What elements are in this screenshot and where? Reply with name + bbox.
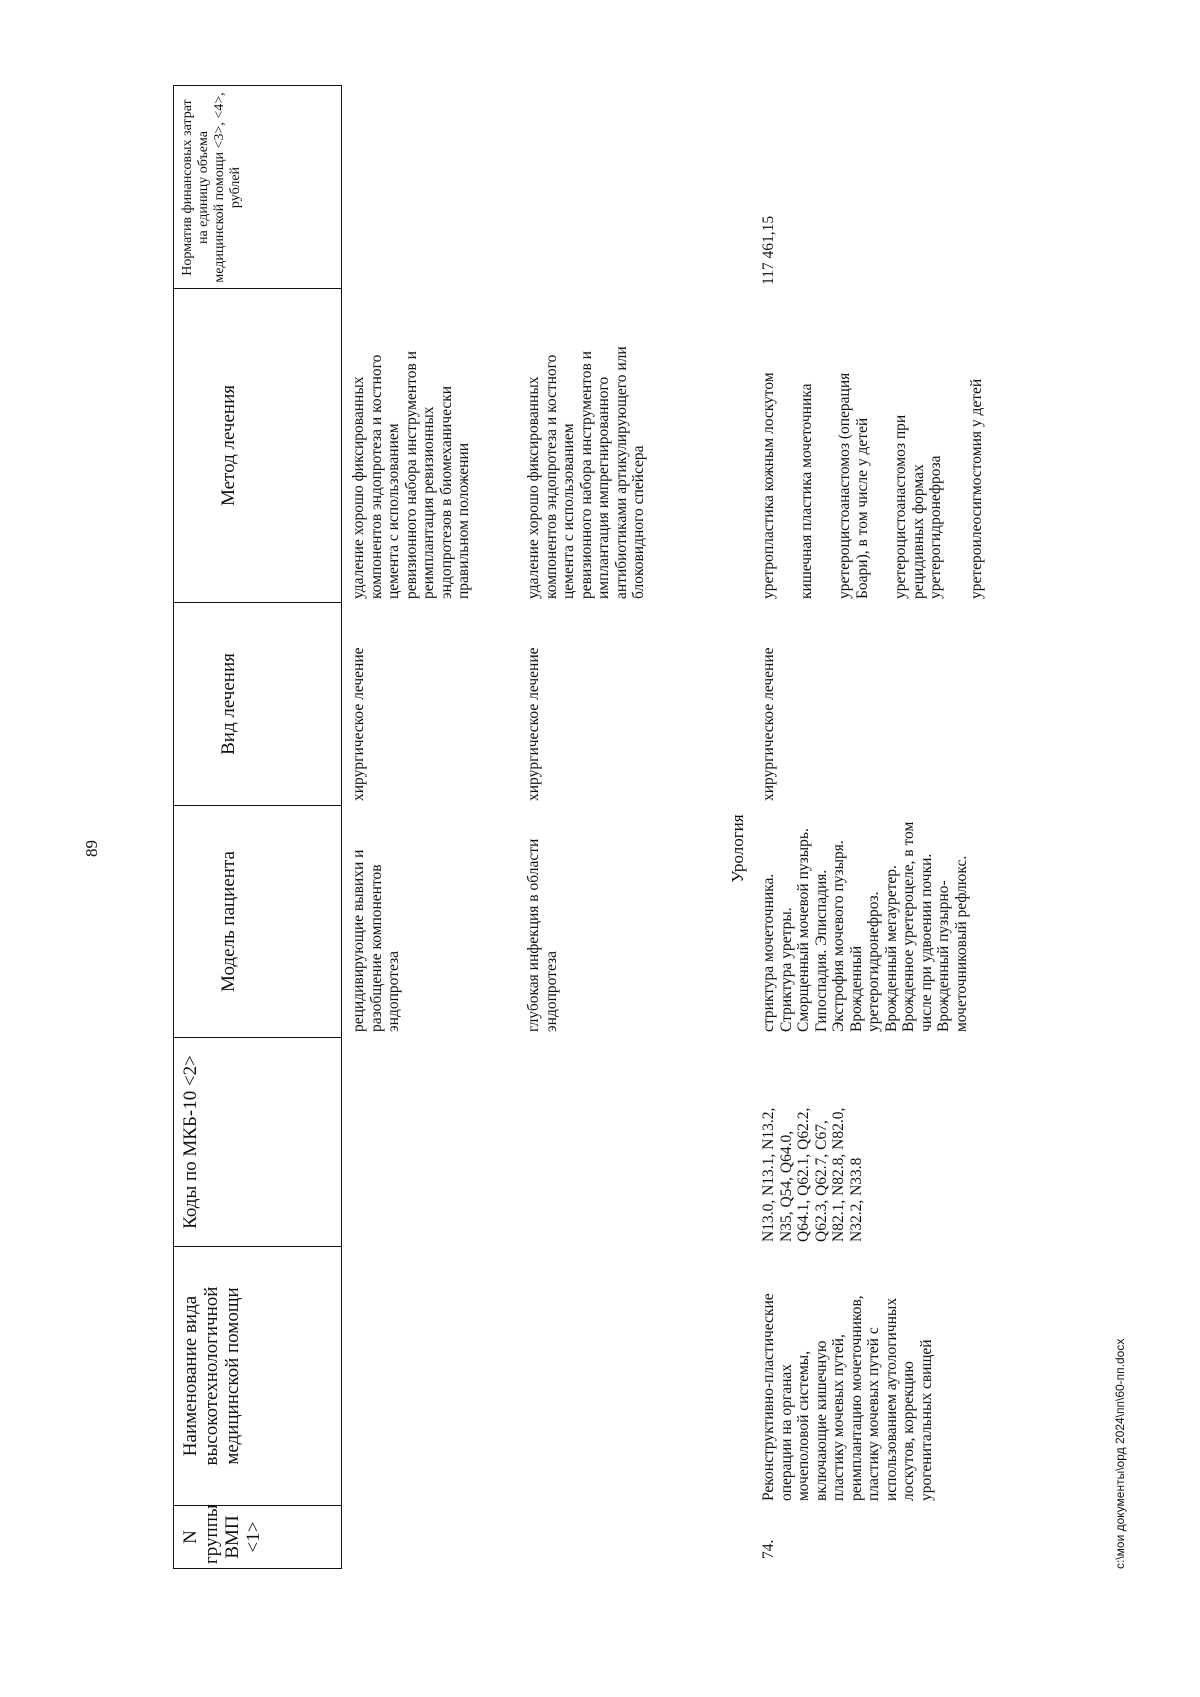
row-treatment-dislocation: хирургическое лечение: [350, 647, 367, 801]
row74-method-5: уретероилеосигмостомия у детей: [968, 378, 985, 599]
header-group-number: N группы ВМП <1>: [174, 1505, 341, 1568]
row74-method-2: кишечная пластика мочеточника: [798, 383, 815, 599]
header-vmp-name: Наименование вида высокотехнологичной медицинской помощи: [174, 1246, 341, 1505]
row74-codes: N13.0, N13.1, N13.2, N35, Q54, Q64.0, Q64.1, Q62.1, Q62.2, Q62.3, Q62.7, C67, N82.1, N82.8, N82.0, N32.2, N33.8: [760, 1107, 865, 1242]
row-method-infection: удаление хорошо фиксированных компонентов эндопротеза и костного цемента с использованием ревизионного набора инструментов и имплантация импрегнированного антибиотиками артикулирующего или блоковидного спейсера: [525, 346, 647, 599]
header-patient-model: Модель пациента: [174, 805, 341, 1037]
row74-norm: 117 461,15: [760, 215, 777, 285]
header-treatment-method: Метод лечения: [174, 288, 341, 602]
row74-name: Реконструктивно-пластические операции на органах мочеполовой системы, включающие кишечную пластику мочевых путей, реимплантацию мочеточников, пластику мочевых путей с использованием аутологичных лоскутов, коррекцию урогенитальных свищей: [760, 1293, 935, 1501]
page-number: 89: [82, 840, 101, 857]
row-model-infection: глубокая инфекция в области эндопротеза: [525, 838, 560, 1032]
row74-number: 74.: [760, 1539, 777, 1559]
table-header: [173, 85, 342, 1569]
row74-model: стриктура мочеточника. Стриктура уретры. Сморщенный мочевой пузырь. Гипоспадия. Эписпадия. Экстрофия мочевого пузыря. Врожденный уретерогидронефроз. Врожденный мегауретер. Врожденное уретероцеле, в том числе при удвоении почки. Врожденный пузырно- мочеточниковый рефлюкс.: [760, 821, 970, 1032]
header-treatment-type: Вид лечения: [174, 602, 341, 805]
row-method-dislocation: удаление хорошо фиксированных компонентов эндопротеза и костного цемента с использованием ревизионного набора инструментов и реимплантация ревизионных эндопротезов в биомеханически правильном положении: [350, 351, 472, 599]
header-icd-codes: Коды по МКБ-10 <2>: [174, 1037, 341, 1246]
row74-method-4: уретероцистоанастомоз при рецидивных формах уретерогидронефроза: [892, 414, 944, 599]
row-treatment-infection: хирургическое лечение: [525, 647, 542, 801]
footer-file-path: c:\мои документы\орд 2024\пп\60-пп.docx: [1113, 1338, 1127, 1569]
row-model-dislocation: рецидивирующие вывихи и разобщение компонентов эндопротеза: [350, 849, 402, 1032]
section-title: Урология: [728, 814, 747, 883]
row74-treatment: хирургическое лечение: [760, 647, 777, 801]
row74-method-3: уретероцистоанастомоз (операция Боари), в том числе у детей: [836, 372, 871, 599]
header-financial-norm: Норматив финансовых затрат на единицу объема медицинской помощи <3>, <4>, рублей: [180, 92, 243, 283]
row74-method-1: уретропластика кожным лоскутом: [760, 372, 777, 599]
